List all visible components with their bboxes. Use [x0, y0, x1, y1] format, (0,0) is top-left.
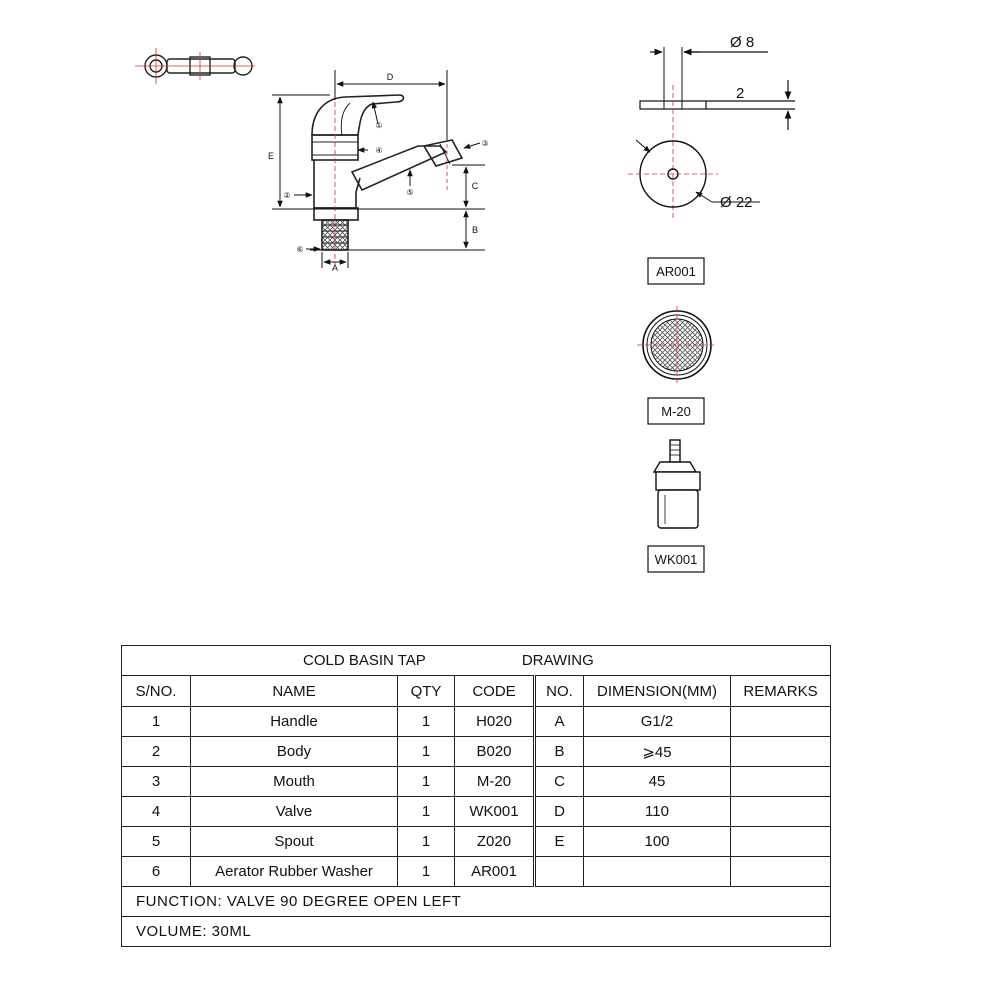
top-view-icon [135, 48, 255, 84]
part-label-wk001: WK001 [654, 552, 698, 567]
valve-cartridge-icon [654, 440, 700, 528]
table-row [122, 797, 831, 827]
cell-remarks [731, 737, 831, 767]
tap-side-view [312, 95, 462, 250]
cell-dimension: 45 [584, 767, 731, 797]
header-dimension: DIMENSION(MM) [584, 676, 731, 707]
cell-name: Body [191, 737, 398, 767]
cell-qty: 1 [398, 827, 455, 857]
cell-qty: 1 [398, 767, 455, 797]
parts-table [121, 645, 831, 947]
cell-remarks [731, 827, 831, 857]
dia22-label: Ø 22 [720, 194, 753, 211]
cell-remarks [731, 767, 831, 797]
cell-dimension: 100 [584, 827, 731, 857]
cell-name: Spout [191, 827, 398, 857]
cell-no: E [535, 827, 584, 857]
header-name: NAME [191, 676, 398, 707]
part-label-m20: M-20 [661, 404, 691, 419]
callout-4: ④ [375, 146, 383, 155]
table-title-row [122, 646, 831, 676]
volume-row [122, 917, 831, 947]
cell-dimension: G1/2 [584, 707, 731, 737]
function-row [122, 887, 831, 917]
cell-code: WK001 [455, 797, 535, 827]
cell-qty: 1 [398, 707, 455, 737]
cell-code: Z020 [455, 827, 535, 857]
cell-remarks [731, 797, 831, 827]
cell-sno: 3 [122, 767, 191, 797]
cell-code: AR001 [455, 857, 535, 887]
dia8-label: Ø 8 [730, 34, 755, 51]
cell-name: Handle [191, 707, 398, 737]
header-no: NO. [535, 676, 584, 707]
cell-name: Aerator Rubber Washer [191, 857, 398, 887]
part-label-ar001: AR001 [656, 264, 696, 279]
cell-sno: 1 [122, 707, 191, 737]
cell-name: Valve [191, 797, 398, 827]
cell-remarks [731, 857, 831, 887]
callout-3: ③ [481, 139, 489, 148]
cell-code: B020 [455, 737, 535, 767]
cell-dimension: 110 [584, 797, 731, 827]
table-header-row [122, 676, 831, 707]
cell-sno: 6 [122, 857, 191, 887]
aerator-mesh-icon [637, 306, 717, 384]
table-title: COLD BASIN TAP [303, 652, 426, 669]
cell-no: B [535, 737, 584, 767]
header-sno: S/NO. [122, 676, 191, 707]
cell-qty: 1 [398, 857, 455, 887]
cell-no: C [535, 767, 584, 797]
cell-name: Mouth [191, 767, 398, 797]
label-B: B [471, 225, 479, 235]
table-row [122, 707, 831, 737]
header-qty: QTY [398, 676, 455, 707]
cell-sno: 5 [122, 827, 191, 857]
dimension-lines [272, 70, 485, 268]
cell-dimension: ⩾45 [584, 737, 731, 767]
cell-code: M-20 [455, 767, 535, 797]
cell-sno: 4 [122, 797, 191, 827]
cell-no: A [535, 707, 584, 737]
header-code: CODE [455, 676, 535, 707]
cell-dimension [584, 857, 731, 887]
label-C: C [471, 181, 479, 191]
cell-no: D [535, 797, 584, 827]
table-row [122, 767, 831, 797]
callout-2: ② [283, 191, 291, 200]
cell-qty: 1 [398, 737, 455, 767]
label-D: D [386, 72, 394, 82]
volume-note: VOLUME: 30ML [122, 917, 831, 947]
table-row [122, 857, 831, 887]
cell-sno: 2 [122, 737, 191, 767]
cell-remarks [731, 707, 831, 737]
cell-no [535, 857, 584, 887]
table-row [122, 737, 831, 767]
header-remarks: REMARKS [731, 676, 831, 707]
dimension-labels [268, 72, 489, 273]
function-note: FUNCTION: VALVE 90 DEGREE OPEN LEFT [122, 887, 831, 917]
label-E: E [267, 151, 275, 161]
callout-6: ⑥ [296, 245, 304, 254]
callout-1: ① [375, 121, 383, 130]
callout-5: ⑤ [406, 188, 414, 197]
table-row [122, 827, 831, 857]
label-A: A [331, 263, 339, 273]
washer-side-view [640, 47, 795, 220]
cell-code: H020 [455, 707, 535, 737]
table-subtitle: DRAWING [521, 652, 594, 669]
cell-qty: 1 [398, 797, 455, 827]
thickness-label: 2 [736, 85, 745, 102]
